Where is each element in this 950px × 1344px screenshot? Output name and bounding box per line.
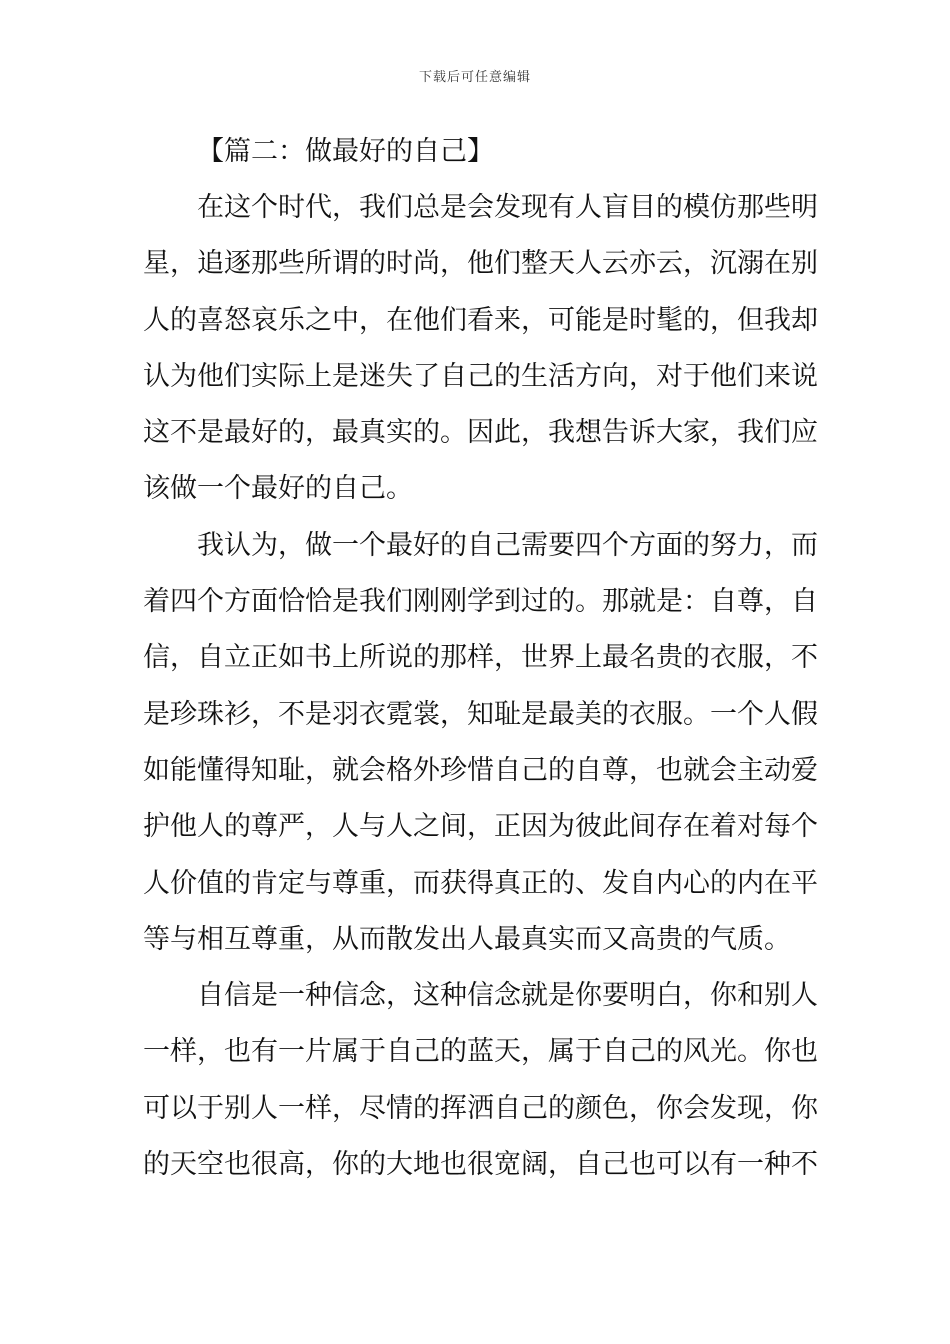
paragraph-line: 信，自立正如书上所说的那样，世界上最名贵的衣服，不 xyxy=(143,642,818,674)
paragraph-line: 一样，也有一片属于自己的蓝天，属于自己的风光。你也 xyxy=(143,1036,818,1068)
paragraph-3 xyxy=(143,968,818,1193)
paragraph-line: 的天空也很高，你的大地也很宽阔，自己也可以有一种不 xyxy=(143,1149,818,1181)
paragraph-line: 该做一个最好的自己。 xyxy=(143,473,413,505)
paragraph-1 xyxy=(143,180,818,518)
paragraph-line: 可以于别人一样，尽情的挥洒自己的颜色，你会发现，你 xyxy=(143,1092,818,1124)
paragraph-line: 这不是最好的，最真实的。因此，我想告诉大家，我们应 xyxy=(143,417,818,449)
paragraph-line: 在这个时代，我们总是会发现有人盲目的模仿那些明 xyxy=(197,192,818,223)
section-title: 【篇二：做最好的自己】 xyxy=(197,136,494,167)
paragraph-line: 如能懂得知耻，就会格外珍惜自己的自尊，也就会主动爱 xyxy=(143,754,818,786)
paragraph-line: 认为他们实际上是迷失了自己的生活方向，对于他们来说 xyxy=(143,360,818,392)
paragraph-line: 护他人的尊严，人与人之间，正因为彼此间存在着对每个 xyxy=(143,811,818,843)
paragraph-line: 自信是一种信念，这种信念就是你要明白，你和别人 xyxy=(197,980,818,1012)
page-header-note: 下载后可任意编辑 xyxy=(418,70,531,85)
paragraph-line: 着四个方面恰恰是我们刚刚学到过的。那就是：自尊，自 xyxy=(143,586,818,618)
paragraph-line: 人价值的肯定与尊重，而获得真正的、发自内心的内在平 xyxy=(143,867,818,899)
document-body xyxy=(143,124,818,1193)
paragraph-line: 星，追逐那些所谓的时尚，他们整天人云亦云，沉溺在别 xyxy=(143,248,818,280)
paragraph-line: 我认为，做一个最好的自己需要四个方面的努力，而 xyxy=(197,529,818,561)
paragraph-line: 人的喜怒哀乐之中，在他们看来，可能是时髦的，但我却 xyxy=(143,304,818,336)
paragraph-line: 等与相互尊重，从而散发出人最真实而又高贵的气质。 xyxy=(143,923,791,955)
paragraph-2 xyxy=(143,518,818,968)
paragraph-line: 是珍珠衫，不是羽衣霓裳，知耻是最美的衣服。一个人假 xyxy=(143,698,818,730)
